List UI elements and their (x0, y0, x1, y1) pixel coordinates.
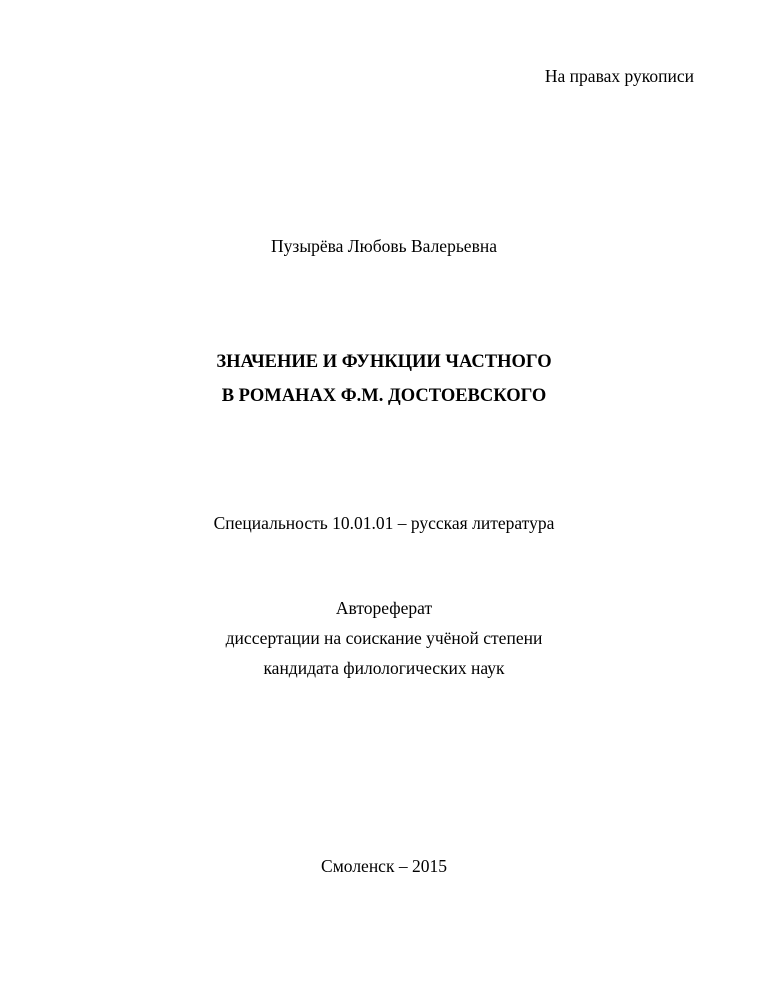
author-name: Пузырёва Любовь Валерьевна (271, 236, 497, 256)
work-type-line-2: диссертации на соискание учёной степени (225, 628, 543, 648)
specialty: Специальность 10.01.01 – русская литература (213, 513, 555, 533)
title-line-2: В РОМАНАХ Ф.М. ДОСТОЕВСКОГО (221, 386, 547, 406)
work-type-line-3: кандидата филологических наук (263, 658, 505, 678)
work-type-line-1: Автореферат (335, 598, 433, 618)
title-line-1: ЗНАЧЕНИЕ И ФУНКЦИИ ЧАСТНОГО (216, 352, 552, 372)
place-year: Смоленск – 2015 (321, 856, 447, 876)
rights-note: На правах рукописи (544, 66, 694, 86)
